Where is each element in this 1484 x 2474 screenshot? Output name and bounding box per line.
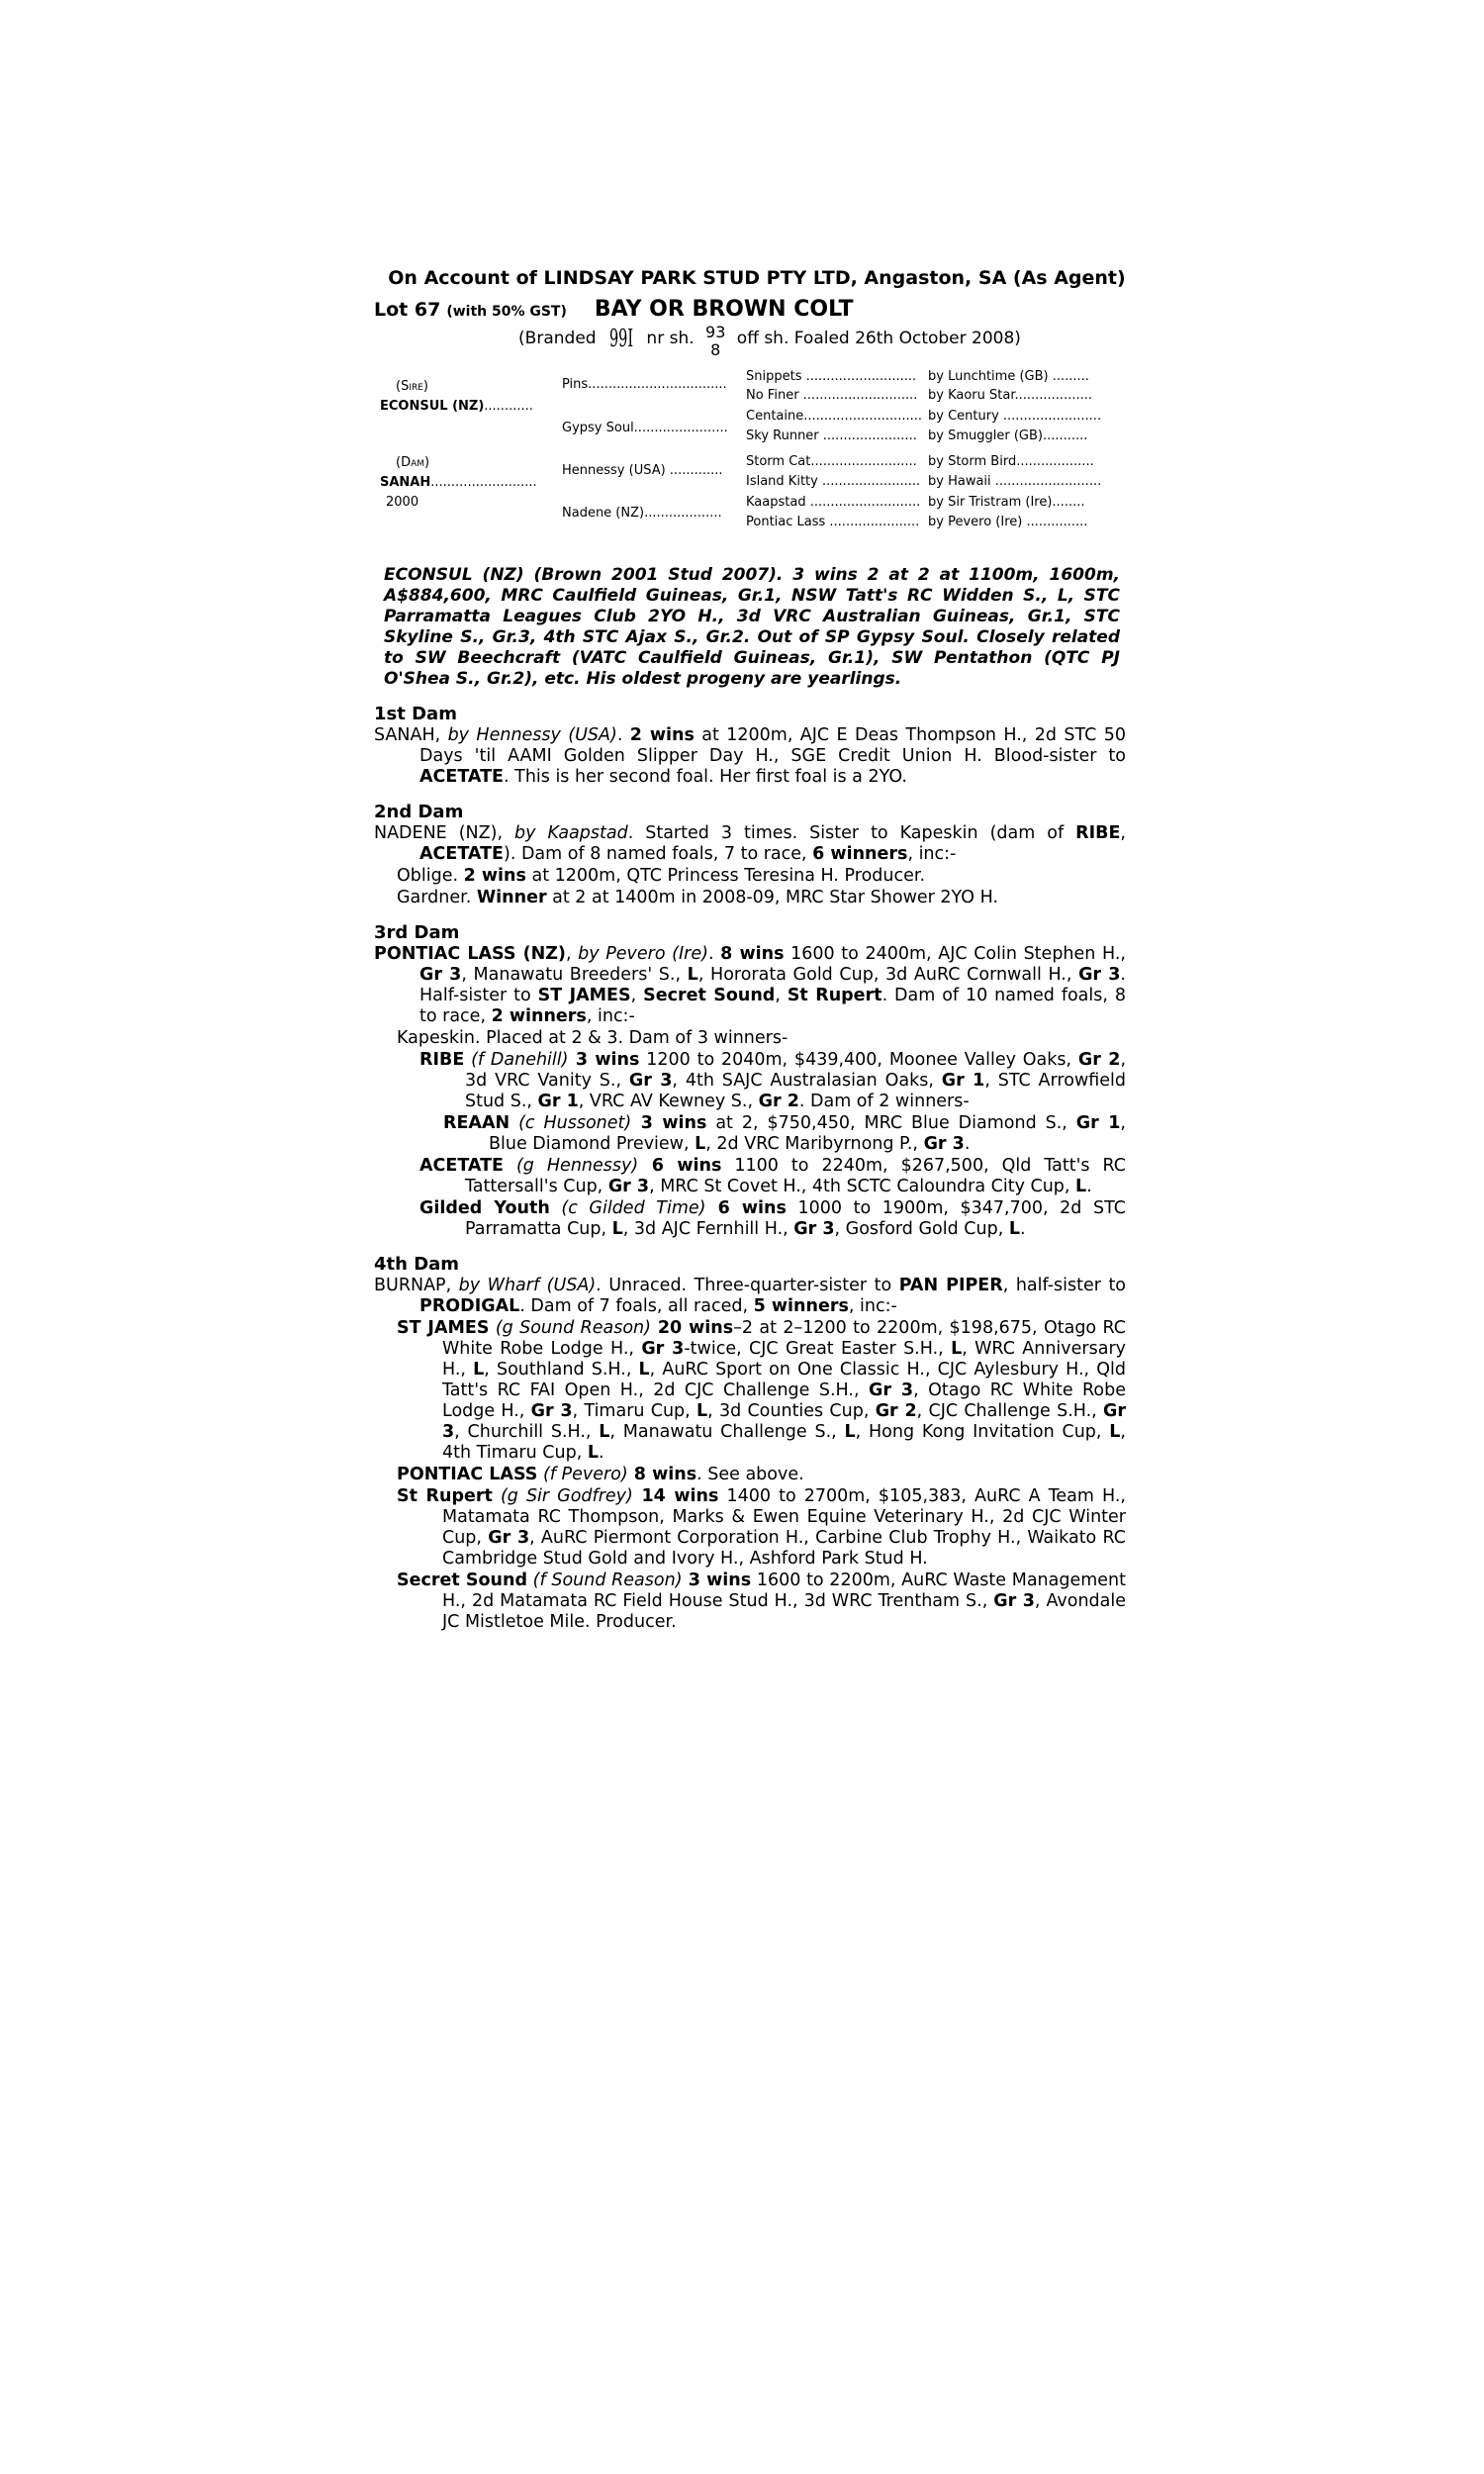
sex-sire: (f Pevero) (537, 1465, 628, 1484)
text: . (1086, 1177, 1092, 1196)
wins: 5 winners (753, 1296, 849, 1316)
wins: 3 wins (631, 1113, 707, 1133)
grade: Gr 3 (419, 965, 462, 985)
wins: 6 wins (638, 1156, 722, 1176)
progeny-entry (443, 1113, 1126, 1155)
text: , inc:- (586, 1006, 635, 1026)
wins: 6 winners (812, 844, 908, 864)
pedigree-g3: Pontiac Lass ...................... (746, 515, 920, 529)
text: . (598, 1443, 604, 1463)
progeny-entry (397, 1465, 1126, 1485)
text: at 2, $750,450, MRC Blue Diamond S., (706, 1113, 1076, 1133)
horse-highlight: RIBE (1075, 823, 1121, 843)
pedigree-g3: Snippets ........................... (746, 369, 917, 384)
text: , Hong Kong Invitation Cup, (855, 1422, 1110, 1442)
grade: Gr 3 (488, 1528, 530, 1548)
progeny-entry (419, 1198, 1126, 1240)
vendor-line: On Account of LINDSAY PARK STUD PTY LTD, Angaston, SA (As Agent) (388, 267, 1126, 289)
text: . (1019, 1219, 1026, 1239)
grade: Gr 2 (758, 1092, 799, 1111)
pedigree-g2: Hennessy (USA) ............. (562, 463, 723, 478)
text: NADENE (NZ), (374, 823, 515, 843)
listed: L (844, 1422, 856, 1442)
horse-highlight: St Rupert (787, 986, 882, 1005)
text: , 3d Counties Cup, (707, 1401, 876, 1421)
progeny-entry (419, 1050, 1126, 1112)
pedigree-g4: by Sir Tristram (Ire)........ (928, 495, 1085, 510)
sex-sire: (f Sound Reason) (527, 1570, 683, 1590)
lot-line (374, 297, 1126, 322)
dam-cell (380, 475, 537, 490)
horse-highlight: ACETATE (419, 767, 504, 787)
text: , AuRC Sport on One Classic H., CJC Aylesbury H., Qld Tatt's RC FAI Open H., 2d CJC Challenge S.H., (442, 1360, 1126, 1400)
text: , STC Arrowfield Stud S., (465, 1071, 1127, 1111)
grade: Gr 3 (923, 1134, 965, 1154)
text: , inc:- (907, 844, 957, 864)
text: 1400 to 2700m, $105,383, AuRC A Team H., Matamata RC Thompson, Marks & Ewen Equine Veterinary H., 2d CJC Winter Cup, (442, 1486, 1126, 1548)
grade: Gr 3 (607, 1177, 650, 1196)
horse-name: Gilded Youth (419, 1198, 550, 1218)
dam-tag: (Dam) (396, 455, 430, 470)
fourth-dam-entry (374, 1276, 1126, 1317)
horse-name: PONTIAC LASS (NZ) (374, 944, 566, 964)
progeny-entry (397, 866, 1126, 887)
catalogue-page (374, 267, 1126, 1633)
text: , 4th Timaru Cup, (442, 1422, 1126, 1463)
grade: Gr 3 (628, 1071, 673, 1091)
sire-ref: by Pevero (Ire) (578, 944, 708, 964)
text: ). Dam of 8 named foals, 7 to race, (504, 844, 813, 864)
text: , CJC Challenge S.H., (916, 1401, 1103, 1421)
listed: L (599, 1422, 610, 1442)
lot-number: Lot 67 (374, 299, 441, 321)
horse-highlight: Secret Sound (643, 986, 776, 1005)
progeny-entry (397, 1318, 1126, 1464)
grade: Gr 3 (641, 1339, 685, 1359)
horse-name: RIBE (419, 1050, 465, 1070)
horse-highlight: PAN PIPER (898, 1276, 1003, 1295)
grade: Gr 2 (1077, 1050, 1121, 1070)
sire-ref: by Hennessy (USA) (447, 725, 617, 745)
horse-name: ACETATE (419, 1156, 504, 1176)
horse-description: BAY OR BROWN COLT (594, 297, 854, 322)
text: . This is her second foal. Her first foal is a 2YO. (504, 767, 907, 787)
listed: L (1075, 1177, 1087, 1196)
gst-note: (with 50% GST) (446, 304, 567, 320)
progeny-entry: Kapeskin. Placed at 2 & 3. Dam of 3 winners- (397, 1028, 788, 1048)
text: , 4th SAJC Australasian Oaks, (672, 1071, 942, 1091)
sire-ref: by Kaapstad (514, 823, 628, 843)
first-dam-heading: 1st Dam (374, 704, 457, 724)
text: , WRC Anniversary H., (442, 1339, 1126, 1380)
text: , Hororata Gold Cup, 3d AuRC Cornwall H., (697, 965, 1079, 985)
text: -twice, CJC Great Easter S.H., (684, 1339, 952, 1359)
sire-tag: (Sire) (396, 379, 428, 394)
text: . (707, 944, 721, 964)
text: 1600 to 2400m, AJC Colin Stephen H., (784, 944, 1126, 964)
listed: L (473, 1360, 485, 1380)
sex-sire: (g Sound Reason) (489, 1318, 651, 1338)
grade: Gr 3 (793, 1219, 835, 1239)
text: Gardner. (397, 888, 477, 907)
pedigree-g3: Kaapstad ........................... (746, 495, 921, 510)
pedigree-g2: Nadene (NZ)................... (562, 506, 722, 521)
sire-name: ECONSUL (NZ) (380, 399, 485, 414)
text: , 2d VRC Maribyrnong P., (705, 1134, 924, 1154)
text: , (1120, 823, 1126, 843)
pedigree-g4: by Pevero (Ire) ............... (928, 515, 1088, 529)
text: at 1200m, AJC E Deas Thompson H., 2d STC 50 Days 'til AAMI Golden Slipper Day H., SGE Credit Union H. Blood-sister to (419, 725, 1126, 766)
progeny-entry (397, 1486, 1126, 1570)
grade: Gr 3 (993, 1591, 1035, 1611)
text: at 2 at 1400m in 2008-09, MRC Star Shower 2YO H. (546, 888, 999, 907)
text: , Manawatu Challenge S., (609, 1422, 845, 1442)
text: . Half-sister to (419, 965, 1126, 1005)
text: –2 at 2–1200 to 2200m, $198,675, Otago RC White Robe Lodge H., (442, 1318, 1126, 1359)
text: , (630, 986, 644, 1005)
text: . (964, 1134, 971, 1154)
text: , 3d AJC Fernhill H., (622, 1219, 794, 1239)
text: , Southland S.H., (484, 1360, 639, 1380)
horse-name: PONTIAC LASS (397, 1465, 538, 1484)
pedigree-g4: by Hawaii .......................... (928, 474, 1102, 489)
listed: L (1008, 1219, 1020, 1239)
text: , Timaru Cup, (572, 1401, 696, 1421)
near-shoulder: nr sh. (646, 329, 695, 348)
text: 1100 to 2240m, $267,500, Qld Tatt's RC Tattersall's Cup, (465, 1156, 1126, 1196)
listed: L (951, 1339, 963, 1359)
sex-sire: (c Hussonet) (510, 1113, 632, 1133)
sex-sire: (g Hennessy) (504, 1156, 639, 1176)
pedigree-g2: Gypsy Soul....................... (562, 421, 728, 435)
listed: L (638, 1360, 650, 1380)
listed: L (687, 965, 698, 985)
pedigree-g4: by Lunchtime (GB) ......... (928, 369, 1089, 384)
pedigree-g3: Centaine............................. (746, 409, 923, 424)
grade: Gr 3 (868, 1380, 914, 1400)
text: , AuRC Piermont Corporation H., Carbine Club Trophy H., Waikato RC Cambridge Stud Gold and Ivory H., Ashford Park Stud H. (442, 1528, 1126, 1569)
pedigree-g3: No Finer ............................ (746, 388, 918, 403)
text: . Dam of 7 foals, all raced, (519, 1296, 754, 1316)
brand-fraction (705, 324, 725, 359)
sire-dots: ............ (484, 399, 533, 414)
grade: Gr 3 (1078, 965, 1121, 985)
wins: 8 wins (627, 1465, 697, 1484)
sex-sire: (c Gilded Time) (549, 1198, 706, 1218)
text: . Started 3 times. Sister to Kapeskin (dam of (627, 823, 1076, 843)
pedigree-g3: Storm Cat.......................... (746, 454, 917, 469)
listed: L (611, 1219, 623, 1239)
brand-mark: 99I (608, 325, 634, 352)
sire-ref: by Wharf (USA) (458, 1276, 597, 1295)
wins: 3 wins (682, 1570, 752, 1590)
horse-name: Secret Sound (397, 1570, 527, 1590)
horse-name: ST JAMES (397, 1318, 490, 1338)
text: , (565, 944, 579, 964)
pedigree-g4: by Storm Bird................... (928, 454, 1094, 469)
fourth-dam-heading: 4th Dam (374, 1254, 460, 1275)
grade: Gr 3 (442, 1401, 1126, 1442)
wins: 2 wins (463, 866, 526, 886)
sire-summary: ECONSUL (NZ) (Brown 2001 Stud 2007). 3 wins 2 at 2 at 1100m, 1600m, A$884,600, MRC Caulfield Guineas, Gr.1, NSW Tatt's RC Widden S., L, STC Parramatta Leagues Club 2YO H., 3d VRC Australian Guineas, Gr.1, STC Skyline S., Gr.3, 4th STC Ajax S., Gr.2. Out of SP Gypsy Soul. Closely related to SW Beechcraft (VATC Caulfield Guineas, Gr.1), SW Pentathon (QTC PJ O'Shea S., Gr.2), etc. His oldest progeny are yearlings. (384, 565, 1120, 689)
text: , (775, 986, 788, 1005)
text: , Churchill S.H., (454, 1422, 600, 1442)
text: . Dam of 10 named foals, 8 to race, (419, 986, 1126, 1026)
listed: L (695, 1134, 706, 1154)
text: , Manawatu Breeders' S., (461, 965, 688, 985)
text: , VRC AV Kewney S., (578, 1092, 759, 1111)
text: . See above. (696, 1465, 804, 1484)
second-dam-entry (374, 823, 1126, 865)
text: , Otago RC White Robe Lodge H., (442, 1380, 1126, 1421)
sire-cell (380, 399, 533, 414)
grade: Gr 2 (875, 1401, 917, 1421)
sex-sire: (g Sir Godfrey) (492, 1486, 633, 1506)
fraction-denominator: 8 (710, 340, 721, 359)
text: SANAH, (374, 725, 448, 745)
text: , half-sister to (1002, 1276, 1127, 1295)
dam-dots: .......................... (430, 475, 537, 490)
third-dam-entry (374, 944, 1126, 1027)
text: . Dam of 2 winners- (798, 1092, 970, 1111)
text: , MRC St Covet H., 4th SCTC Caloundra City Cup, (649, 1177, 1076, 1196)
horse-name: St Rupert (397, 1486, 493, 1506)
text: Oblige. (397, 866, 464, 886)
pedigree-table (374, 369, 1126, 547)
grade: Gr 3 (530, 1401, 573, 1421)
grade: Gr 1 (1075, 1113, 1121, 1133)
wins: 20 wins (650, 1318, 734, 1338)
sex-sire: (f Danehill) (464, 1050, 569, 1070)
text: , Avondale JC Mistletoe Mile. Producer. (442, 1591, 1127, 1632)
wins: 2 winners (491, 1006, 587, 1026)
horse-highlight: PRODIGAL (419, 1296, 520, 1316)
wins: 8 wins (720, 944, 785, 964)
text: 1200 to 2040m, $439,400, Moonee Valley Oaks, (639, 1050, 1078, 1070)
listed: L (587, 1443, 599, 1463)
pedigree-g3: Sky Runner ....................... (746, 428, 917, 443)
wins: 2 wins (629, 725, 695, 745)
second-dam-heading: 2nd Dam (374, 802, 464, 822)
first-dam-entry (374, 725, 1126, 788)
text: 1600 to 2200m, AuRC Waste Management H., 2d Matamata RC Field House Stud H., 3d WRC Trentham S., (442, 1570, 1126, 1611)
text: , Blue Diamond Preview, (489, 1113, 1126, 1154)
text: . (616, 725, 630, 745)
fraction-numerator: 93 (705, 323, 726, 341)
text: . Unraced. Three-quarter-sister to (596, 1276, 899, 1295)
progeny-entry (397, 888, 1126, 908)
dam-year: 2000 (386, 495, 419, 510)
text: , Gosford Gold Cup, (834, 1219, 1009, 1239)
grade: Gr 1 (941, 1071, 985, 1091)
text: 1000 to 1900m, $347,700, 2d STC Parramatta Cup, (465, 1198, 1126, 1239)
progeny-entry (419, 1156, 1126, 1197)
text: BURNAP, (374, 1276, 459, 1295)
progeny-entry (397, 1570, 1126, 1633)
horse-highlight: ACETATE (419, 844, 504, 864)
third-dam-heading: 3rd Dam (374, 922, 460, 943)
text: at 1200m, QTC Princess Teresina H. Producer. (525, 866, 926, 886)
dam-name: SANAH (380, 475, 431, 490)
brand-line (414, 324, 1126, 359)
grade: Gr 1 (537, 1092, 579, 1111)
wins: 3 wins (568, 1050, 640, 1070)
listed: L (1109, 1422, 1121, 1442)
pedigree-g3: Island Kitty ........................ (746, 474, 921, 489)
wins: 14 wins (632, 1486, 719, 1506)
text: , inc:- (848, 1296, 897, 1316)
pedigree-g2: Pins.................................. (562, 377, 727, 392)
text: , 3d VRC Vanity S., (465, 1050, 1127, 1091)
branded-prefix: (Branded (518, 329, 597, 348)
pedigree-g4: by Century ........................ (928, 409, 1102, 424)
horse-highlight: ST JAMES (537, 986, 631, 1005)
wins: 6 wins (705, 1198, 787, 1218)
wins: Winner (476, 888, 547, 907)
horse-name: REAAN (443, 1113, 510, 1133)
foaled-date: off sh. Foaled 26th October 2008) (736, 329, 1021, 348)
pedigree-g4: by Kaoru Star................... (928, 388, 1092, 403)
pedigree-g4: by Smuggler (GB)........... (928, 428, 1088, 443)
listed: L (696, 1401, 708, 1421)
